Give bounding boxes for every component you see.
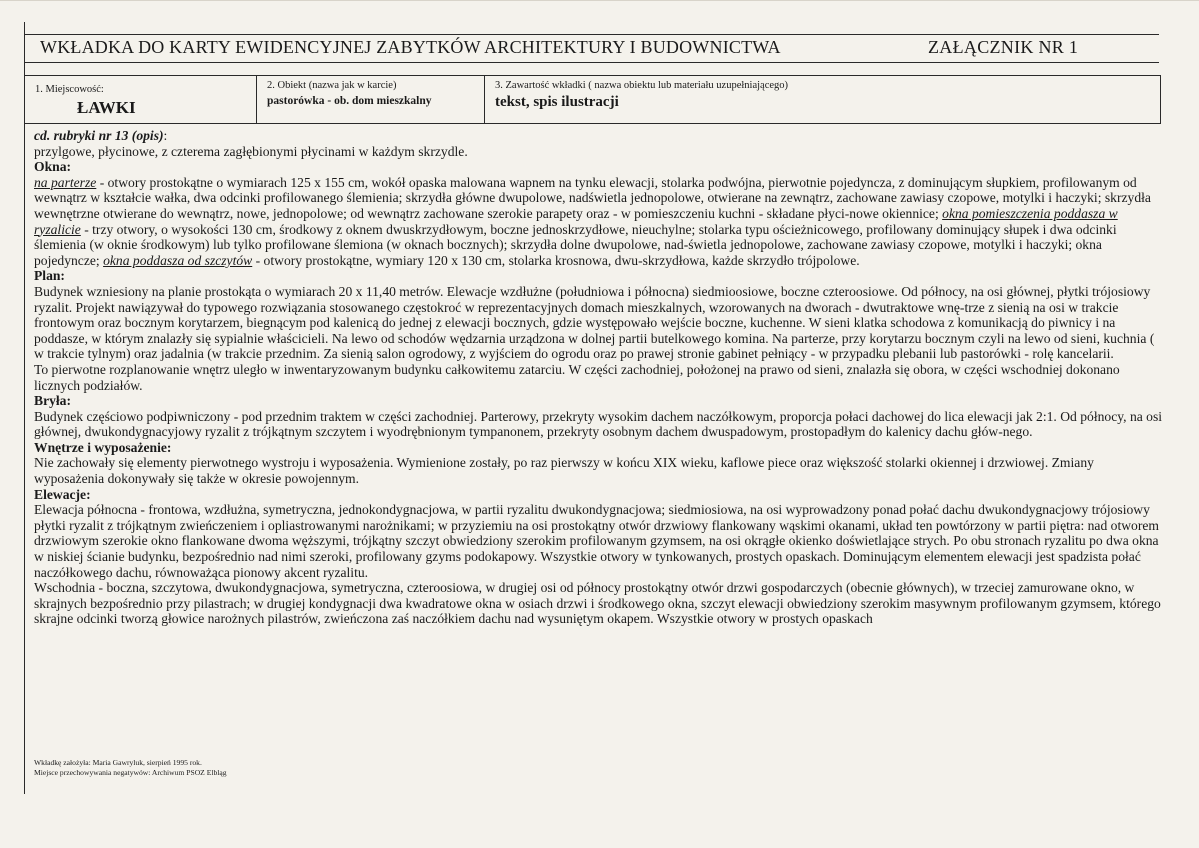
content-label: 3. Zawartość wkładki ( nazwa obiektu lub materiału uzupełniającego): [495, 80, 789, 91]
okna-heading: Okna:: [34, 159, 72, 175]
object-field: [256, 75, 486, 124]
card-title: WKŁADKA DO KARTY EWIDENCYJNEJ ZABYTKÓW ARCHITEKTURY I BUDOWNICTWA: [40, 37, 781, 57]
content-value: tekst, spis ilustracji: [495, 94, 619, 110]
continuation-colon: :: [163, 128, 168, 143]
elewacje-paragraph-2: Wschodnia - boczna, szczytowa, dwukondygnacjowa, symetryczna, czteroosiowa, w drugiej osi od północy prostokątny otwór drzwi gospodarczych (obecnie głównych), w trzeciej zamurowane okno, w skrajnych bezpośrednio przy pilastrach; w drugiej kondygnacji dwa kwadratowe okna w osiach drzwi i środkowego okna, szczyt elewacji obwiedziony szerokim masywnym profilowanym gzymsem, którego skrajne odcinki tworzą głowice narożnych pilastrów, zwieńczona zaś naczółkiem dachu nad wysuniętym okapem. Wszystkie otwory w prostych opaskach: [34, 580, 1161, 627]
bryla-paragraph: Budynek częściowo podpiwniczony - pod przednim traktem w części zachodniej. Parterowy, przekryty wysokim dachem naczółkowym, proporcja połaci dachowej do lica elewacji jak 2:1. Od północy, na osi głównej, dwukondygnacyjowy ryzalit z trójkątnym szczytem i wyodrębnionym tympanonem, przekryty osobnym dachem dwuspadowym, prostopadłym do kalenicy dachu głów-nego.: [34, 408, 1163, 440]
left-margin-rule: [24, 22, 25, 794]
continuation-paragraph: przylgowe, płycinowe, z czterema zagłębionymi płycinami w każdym skrzydle.: [34, 143, 468, 159]
plan-heading: Plan:: [34, 268, 65, 284]
plan-paragraph-2: To pierwotne rozplanowanie wnętrz uległo w inwentaryzowanym budynku całkowitemu zatarciu. W części zachodniej, położonej na prawo od sieni, znalazła się obora, w części wschodniej dokonano licznych podziałów.: [34, 361, 1120, 393]
okna-paragraph: [34, 175, 1164, 269]
bryla-heading: Bryła:: [34, 393, 71, 409]
locality-label: 1. Miejscowość:: [35, 84, 104, 95]
author-note: Wkładkę założyła: Maria Gawryluk, sierpień 1995 rok.: [34, 758, 202, 767]
header-rule-top: [24, 34, 1159, 35]
description-body: [34, 128, 1164, 627]
okna-parterze-label: na parterze: [34, 174, 97, 190]
footer-notes: [34, 758, 227, 778]
elewacje-heading: Elewacje:: [34, 486, 91, 502]
continuation-heading-text: cd. rubryki nr 13 (opis): [34, 128, 164, 143]
okna-szczyt-text: - otwory prostokątne, wymiary 120 x 130 cm, stolarka krosnowa, dwu-skrzydłowa, każde skrzydło trójpolowe.: [252, 252, 860, 268]
object-value: pastorówka - ob. dom mieszkalny: [267, 95, 432, 107]
locality-value: ŁAWKI: [77, 98, 136, 117]
continuation-heading: [34, 128, 1164, 144]
okna-ryzalit-label: okna pomieszczenia poddasza w ryzalicie: [34, 205, 1118, 237]
negatives-note: Miejsce przechowywania negatywów: Archiwum PSOZ Elbląg: [34, 768, 227, 777]
locality-field: [24, 75, 258, 124]
plan-paragraph-1: Budynek wzniesiony na planie prostokąta o wymiarach 20 x 11,40 metrów. Elewacje wzdłużne (południowa i północna) siedmioosiowe, boczne czteroosiowe. Od północy, na osi głównej, płytki trójosiowy ryzalit. Projekt nawiązywał do typowego rozwiązania stosowanego częstokroć w reprezentacyjnych domach mieszkalnych, wzorowanych na dworach - dwutraktowe wnę-trze z sienią na osi w trakcie frontowym oraz bocznym korytarzem, biegnącym pod kalenicą do jednej z elewacji bocznych, gdzie występowało wejście boczne, kuchenne. W sieni klatka schodowa z komunikacją do piwnicy i na poddasze, w którym znalazły się sypialnie właścicieli. Na lewo od schodów wędzarnia urządzona w dolnej partii butelkowego komina. Na parterze, przy korytarzu bocznym czyli na lewo od sieni, kuchnia ( w trakcie tylnym) oraz jadalnia (w trakcie przednim. Za sienią salon ogrodowy, z wyjściem do ogrodu oraz po prawej stronie gabinet pełniący - w przypadku plebanii lub pastorówki - rolę kancelarii.: [34, 283, 1155, 362]
page-edge: [0, 0, 1199, 1]
header-rule-bottom: [24, 62, 1159, 63]
object-label: 2. Obiekt (nazwa jak w karcie): [267, 80, 397, 91]
annex-number: ZAŁĄCZNIK NR 1: [928, 37, 1079, 57]
okna-parterze-text: - otwory prostokątne o wymiarach 125 x 155 cm, wokół opaska malowana wapnem na tynku elewacji, stolarka podwójna, pierwotnie pojedyncza, z dominującym słupkiem, profilowanym od wewnątrz w kształcie wałka, dwa odcinki profilowanego ślemienia; skrzydła główne dwupolowe, nadświetla jednopolowe, otwierane na zewnątrz, zachowane zawiasy czopowe, motylki i haczyki; skrzydła wewnętrzne otwierane do wewnątrz, nowe, jednopolowe; od wewnątrz zachowane szerokie parapety oraz - w pomieszczeniu kuchni - składane płyci-nowe okiennice;: [34, 174, 1151, 221]
wnetrze-paragraph: Nie zachowały się elementy pierwotnego wystroju i wyposażenia. Wymienione zostały, po raz pierwszy w końcu XIX wieku, kaflowe piece oraz większość stolarki okiennej i drzwiowej. Zmiany wyposażenia dokonywały się także w okresie powojennym.: [34, 455, 1094, 487]
elewacje-paragraph-1: Elewacja północna - frontowa, wzdłużna, symetryczna, jednokondygnacjowa, w partii ryzalitu dwukondygnacjowa; siedmiosiowa, na osi wyprowadzony ponad połać dachu dwukondygnacjowy trójosiowy płytki ryzalit z trójkątnym zwieńczeniem i opliastrowanymi narożnikami; w przyziemiu na osi prostokątny otwór drzwiowy flankowany wąskimi okanami, układ ten powtórzony w partii piętra: nad otworem drzwiowym szerokie okno flankowane dwoma węższymi, trójkątny szczyt obwiedziony szerokim profilowanym gzymsem, na osi okrągłe okienko doświetlające strych. Po obu stronach ryzalitu po dwa okna w niskiej ścianie budynku, bezpośrednio nad nimi szeroki, profilowany gzyms podokapowy. Wszystkie otwory w tynkowanych, prostych opaskach. Dominującym elementem elewacji jest spadzista połać naczółkowego dachu, równoważąca pionowy akcent ryzalitu.: [34, 502, 1159, 580]
content-field: [484, 75, 1161, 124]
wnetrze-heading: Wnętrze i wyposażenie:: [34, 439, 172, 455]
okna-szczyt-label: okna poddasza od szczytów: [103, 252, 253, 268]
okna-ryzalit-text: - trzy otwory, o wysokości 130 cm, środkowy z oknem dwuskrzydłowym, boczne jednoskrzydłowe, nieuchylne; stolarka typu ościeżnicowego, profilowany dominujący słupek i dwa odcinki ślemienia (w oknie środkowym) lub tylko profilowane ślemiona (w oknach bocznych); skrzydła dolne dwupolowe, nad-świetla jednopolowe, zachowane zawiasy czopowe, motylki i haczyki; okna pojedyncze;: [34, 221, 1117, 268]
